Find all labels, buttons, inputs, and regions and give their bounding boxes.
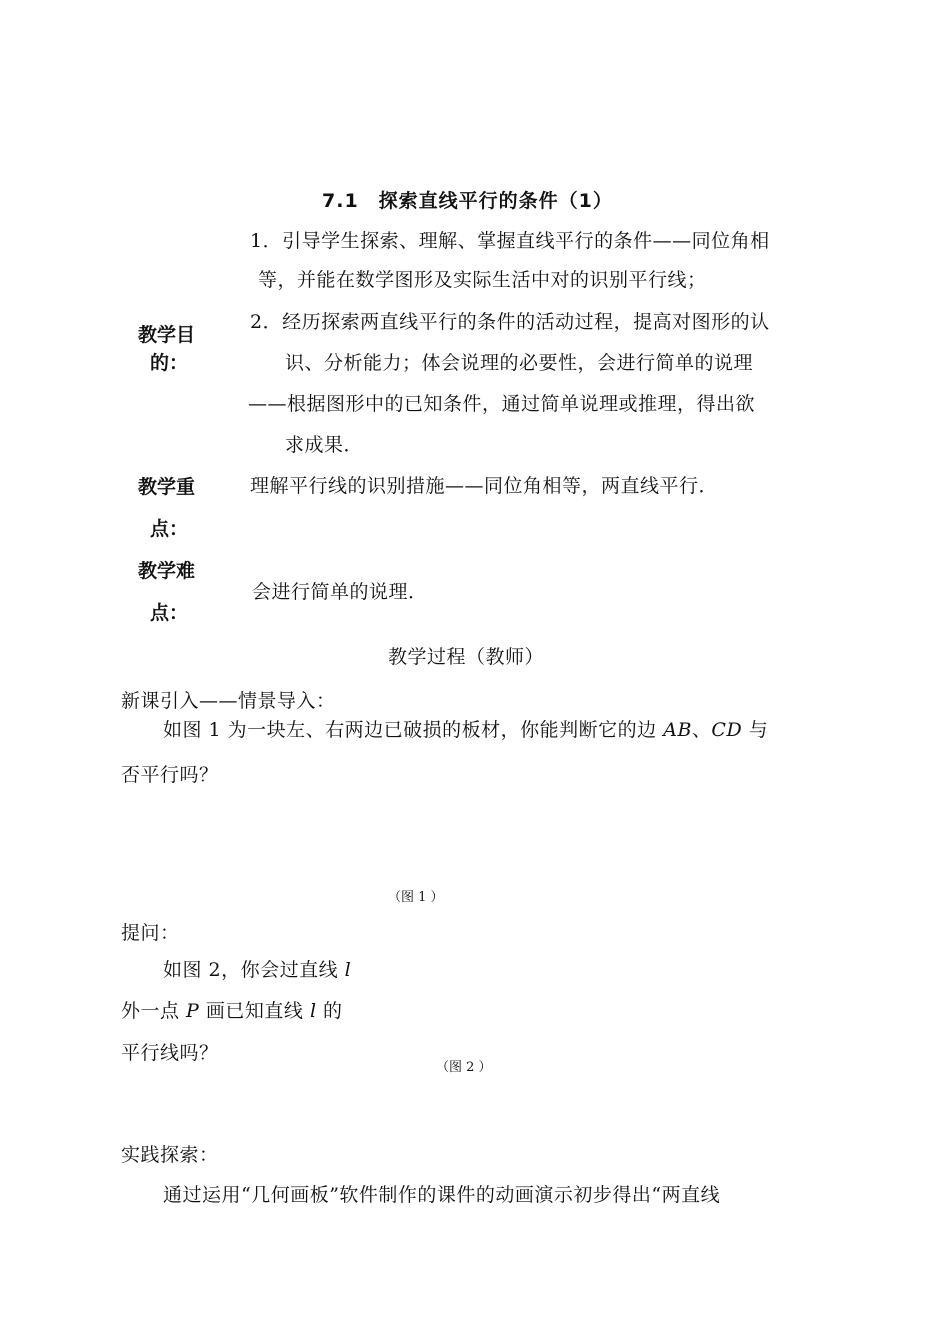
process-heading: 教学过程（教师） <box>388 646 545 668</box>
objective-2-line2: 识、分析能力；体会说理的必要性，会进行简单的说理 <box>285 352 754 374</box>
difficulties-label-line2: 点： <box>150 602 189 624</box>
objective-2-line1: 2．经历探索两直线平行的条件的活动过程，提高对图形的认 <box>250 311 770 333</box>
intro-paragraph-line1: 如图 1 为一块左、右两边已破损的板材，你能判断它的边 AB、CD 与 <box>163 719 769 741</box>
key-points-label-line1: 教学重 <box>138 476 196 498</box>
question-heading: 提问： <box>121 922 180 944</box>
intro-heading: 新课引入——情景导入： <box>121 690 336 712</box>
question-line2: 外一点 P 画已知直线 l 的 <box>121 1000 343 1022</box>
difficulties-text: 会进行简单的说理． <box>252 581 428 603</box>
question-line1: 如图 2，你会过直线 l <box>163 959 352 981</box>
page-title: 7.1 探索直线平行的条件（1） <box>322 190 613 212</box>
objectives-label-line1: 教学目 <box>138 324 196 346</box>
practice-heading: 实践探索： <box>121 1144 219 1166</box>
objective-1-line1: 1．引导学生探索、理解、掌握直线平行的条件——同位角相 <box>250 230 770 252</box>
figure-1-caption: （图 1 ） <box>388 890 444 905</box>
objective-2-line3: ——根据图形中的已知条件，通过简单说理或推理，得出欲 <box>248 393 756 415</box>
figure-2-caption: （图 2 ） <box>436 1060 492 1075</box>
key-points-text: 理解平行线的识别措施——同位角相等，两直线平行． <box>250 475 719 497</box>
objective-1-line2: 等，并能在数学图形及实际生活中对的识别平行线； <box>258 269 707 291</box>
key-points-label-line2: 点： <box>150 518 189 540</box>
question-line3: 平行线吗？ <box>121 1042 219 1064</box>
objective-2-line4: 求成果． <box>285 434 364 456</box>
objectives-label-line2: 的： <box>150 352 189 374</box>
difficulties-label-line1: 教学难 <box>138 560 196 582</box>
intro-paragraph-line2: 否平行吗？ <box>121 764 219 786</box>
practice-line1: 通过运用“几何画板”软件制作的课件的动画演示初步得出“两直线 <box>163 1184 721 1206</box>
